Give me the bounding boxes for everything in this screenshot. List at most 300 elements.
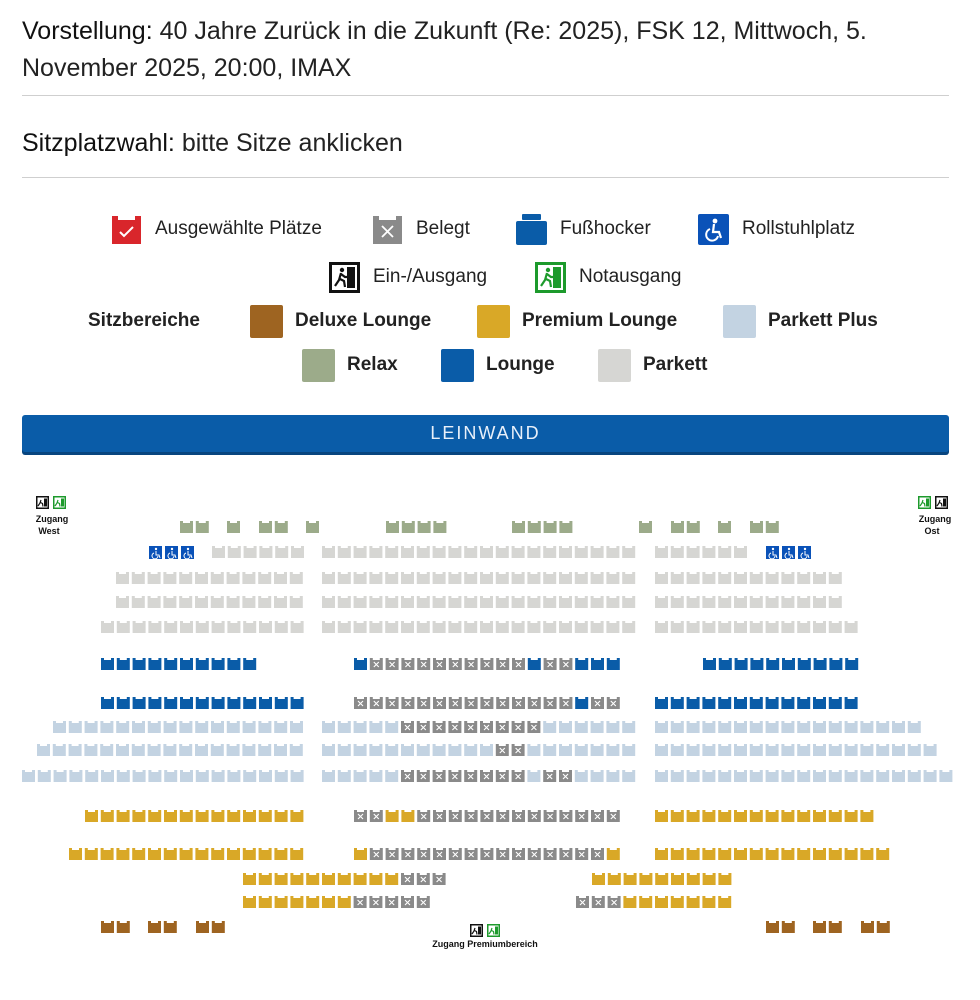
lounge-seat[interactable] bbox=[655, 697, 668, 709]
parkett-seat[interactable] bbox=[433, 621, 446, 633]
premium-lounge-seat[interactable] bbox=[148, 848, 161, 860]
relax-seat[interactable] bbox=[180, 521, 193, 533]
parkett-seat[interactable] bbox=[829, 572, 842, 584]
premium-lounge-seat[interactable] bbox=[306, 873, 319, 885]
parkett-seat[interactable] bbox=[559, 572, 572, 584]
parkett-seat[interactable] bbox=[464, 596, 477, 608]
lounge-seat[interactable] bbox=[212, 697, 225, 709]
parkett-seat[interactable] bbox=[766, 596, 779, 608]
wheelchair-seat[interactable] bbox=[181, 546, 194, 559]
premium-lounge-seat[interactable] bbox=[117, 810, 130, 822]
parkett-seat[interactable] bbox=[734, 546, 747, 558]
parkett-plus-seat[interactable] bbox=[860, 770, 873, 782]
parkett-seat[interactable] bbox=[195, 572, 208, 584]
lounge-seat[interactable] bbox=[607, 658, 620, 670]
parkett-plus-seat[interactable] bbox=[133, 770, 146, 782]
premium-lounge-seat[interactable] bbox=[259, 848, 272, 860]
parkett-seat[interactable] bbox=[797, 572, 810, 584]
parkett-plus-seat[interactable] bbox=[179, 744, 192, 756]
lounge-seat[interactable] bbox=[117, 697, 130, 709]
premium-lounge-seat[interactable] bbox=[813, 848, 826, 860]
parkett-seat[interactable] bbox=[575, 621, 588, 633]
premium-lounge-seat[interactable] bbox=[243, 848, 256, 860]
premium-lounge-seat[interactable] bbox=[132, 848, 145, 860]
premium-lounge-seat[interactable] bbox=[639, 873, 652, 885]
parkett-seat[interactable] bbox=[718, 546, 731, 558]
relax-seat[interactable] bbox=[766, 521, 779, 533]
parkett-plus-seat[interactable] bbox=[354, 744, 367, 756]
premium-lounge-seat[interactable] bbox=[290, 873, 303, 885]
parkett-plus-seat[interactable] bbox=[924, 770, 937, 782]
parkett-plus-seat[interactable] bbox=[148, 721, 161, 733]
wheelchair-seat[interactable] bbox=[766, 546, 779, 559]
premium-lounge-seat[interactable] bbox=[829, 810, 842, 822]
parkett-plus-seat[interactable] bbox=[860, 721, 873, 733]
parkett-plus-seat[interactable] bbox=[164, 721, 177, 733]
lounge-seat[interactable] bbox=[259, 697, 272, 709]
parkett-plus-seat[interactable] bbox=[69, 744, 82, 756]
parkett-seat[interactable] bbox=[655, 621, 668, 633]
premium-lounge-seat[interactable] bbox=[274, 848, 287, 860]
premium-lounge-seat[interactable] bbox=[243, 896, 256, 908]
premium-lounge-seat[interactable] bbox=[829, 848, 842, 860]
deluxe-lounge-seat[interactable] bbox=[164, 921, 177, 933]
parkett-plus-seat[interactable] bbox=[322, 744, 335, 756]
premium-lounge-seat[interactable] bbox=[655, 810, 668, 822]
premium-lounge-seat[interactable] bbox=[687, 896, 700, 908]
parkett-seat[interactable] bbox=[480, 621, 493, 633]
parkett-plus-seat[interactable] bbox=[163, 744, 176, 756]
parkett-seat[interactable] bbox=[417, 596, 430, 608]
parkett-seat[interactable] bbox=[480, 546, 493, 558]
parkett-seat[interactable] bbox=[274, 572, 287, 584]
lounge-seat[interactable] bbox=[227, 697, 240, 709]
parkett-seat[interactable] bbox=[718, 621, 731, 633]
parkett-seat[interactable] bbox=[527, 621, 540, 633]
parkett-seat[interactable] bbox=[766, 621, 779, 633]
parkett-seat[interactable] bbox=[433, 572, 446, 584]
parkett-seat[interactable] bbox=[401, 596, 414, 608]
premium-lounge-seat[interactable] bbox=[69, 848, 82, 860]
lounge-seat[interactable] bbox=[164, 658, 177, 670]
parkett-plus-seat[interactable] bbox=[892, 744, 905, 756]
parkett-plus-seat[interactable] bbox=[543, 744, 556, 756]
parkett-plus-seat[interactable] bbox=[354, 721, 367, 733]
parkett-seat[interactable] bbox=[559, 546, 572, 558]
relax-seat[interactable] bbox=[750, 521, 763, 533]
parkett-plus-seat[interactable] bbox=[37, 744, 50, 756]
parkett-seat[interactable] bbox=[496, 596, 509, 608]
premium-lounge-seat[interactable] bbox=[243, 810, 256, 822]
parkett-plus-seat[interactable] bbox=[559, 744, 572, 756]
premium-lounge-seat[interactable] bbox=[845, 848, 858, 860]
parkett-seat[interactable] bbox=[591, 621, 604, 633]
parkett-seat[interactable] bbox=[829, 621, 842, 633]
seat-grid[interactable] bbox=[22, 521, 952, 933]
wheelchair-seat[interactable] bbox=[149, 546, 162, 559]
parkett-seat[interactable] bbox=[132, 596, 145, 608]
parkett-plus-seat[interactable] bbox=[100, 744, 113, 756]
parkett-seat[interactable] bbox=[543, 621, 556, 633]
premium-lounge-seat[interactable] bbox=[148, 810, 161, 822]
premium-lounge-seat[interactable] bbox=[766, 810, 779, 822]
parkett-seat[interactable] bbox=[464, 621, 477, 633]
parkett-seat[interactable] bbox=[354, 596, 367, 608]
deluxe-lounge-seat[interactable] bbox=[782, 921, 795, 933]
parkett-seat[interactable] bbox=[671, 621, 684, 633]
parkett-plus-seat[interactable] bbox=[243, 770, 256, 782]
deluxe-lounge-seat[interactable] bbox=[861, 921, 874, 933]
lounge-seat[interactable] bbox=[798, 658, 811, 670]
parkett-seat[interactable] bbox=[496, 621, 509, 633]
premium-lounge-seat[interactable] bbox=[306, 896, 319, 908]
parkett-plus-seat[interactable] bbox=[766, 721, 779, 733]
lounge-seat[interactable] bbox=[750, 658, 763, 670]
relax-seat[interactable] bbox=[512, 521, 525, 533]
parkett-plus-seat[interactable] bbox=[702, 770, 715, 782]
parkett-plus-seat[interactable] bbox=[322, 721, 335, 733]
parkett-seat[interactable] bbox=[385, 621, 398, 633]
premium-lounge-seat[interactable] bbox=[876, 848, 889, 860]
parkett-seat[interactable] bbox=[227, 621, 240, 633]
premium-lounge-seat[interactable] bbox=[750, 848, 763, 860]
parkett-plus-seat[interactable] bbox=[258, 744, 271, 756]
parkett-seat[interactable] bbox=[291, 546, 304, 558]
parkett-seat[interactable] bbox=[385, 596, 398, 608]
parkett-plus-seat[interactable] bbox=[908, 744, 921, 756]
premium-lounge-seat[interactable] bbox=[227, 810, 240, 822]
parkett-plus-seat[interactable] bbox=[69, 770, 82, 782]
wheelchair-seat[interactable] bbox=[798, 546, 811, 559]
parkett-plus-seat[interactable] bbox=[671, 744, 684, 756]
parkett-seat[interactable] bbox=[148, 572, 161, 584]
parkett-plus-seat[interactable] bbox=[132, 721, 145, 733]
premium-lounge-seat[interactable] bbox=[401, 810, 414, 822]
premium-lounge-seat[interactable] bbox=[290, 810, 303, 822]
parkett-plus-seat[interactable] bbox=[195, 744, 208, 756]
parkett-plus-seat[interactable] bbox=[401, 744, 414, 756]
parkett-seat[interactable] bbox=[338, 596, 351, 608]
parkett-seat[interactable] bbox=[448, 596, 461, 608]
parkett-plus-seat[interactable] bbox=[275, 770, 288, 782]
parkett-plus-seat[interactable] bbox=[385, 744, 398, 756]
premium-lounge-seat[interactable] bbox=[813, 810, 826, 822]
parkett-plus-seat[interactable] bbox=[876, 744, 889, 756]
parkett-plus-seat[interactable] bbox=[369, 744, 382, 756]
lounge-seat[interactable] bbox=[291, 697, 304, 709]
parkett-seat[interactable] bbox=[401, 572, 414, 584]
parkett-plus-seat[interactable] bbox=[734, 744, 747, 756]
parkett-plus-seat[interactable] bbox=[148, 770, 161, 782]
parkett-plus-seat[interactable] bbox=[622, 721, 635, 733]
lounge-seat[interactable] bbox=[148, 697, 161, 709]
premium-lounge-seat[interactable] bbox=[607, 848, 620, 860]
parkett-seat[interactable] bbox=[718, 572, 731, 584]
premium-lounge-seat[interactable] bbox=[671, 873, 684, 885]
parkett-seat[interactable] bbox=[448, 621, 461, 633]
parkett-seat[interactable] bbox=[687, 596, 700, 608]
parkett-plus-seat[interactable] bbox=[575, 744, 588, 756]
lounge-seat[interactable] bbox=[813, 697, 826, 709]
parkett-plus-seat[interactable] bbox=[164, 770, 177, 782]
parkett-plus-seat[interactable] bbox=[671, 721, 684, 733]
premium-lounge-seat[interactable] bbox=[655, 896, 668, 908]
parkett-seat[interactable] bbox=[179, 596, 192, 608]
parkett-seat[interactable] bbox=[797, 596, 810, 608]
parkett-plus-seat[interactable] bbox=[53, 721, 66, 733]
parkett-seat[interactable] bbox=[290, 596, 303, 608]
parkett-seat[interactable] bbox=[512, 546, 525, 558]
parkett-seat[interactable] bbox=[464, 572, 477, 584]
parkett-plus-seat[interactable] bbox=[892, 770, 905, 782]
premium-lounge-seat[interactable] bbox=[734, 848, 747, 860]
relax-seat[interactable] bbox=[544, 521, 557, 533]
parkett-plus-seat[interactable] bbox=[781, 721, 794, 733]
lounge-seat[interactable] bbox=[101, 658, 114, 670]
premium-lounge-seat[interactable] bbox=[275, 873, 288, 885]
parkett-plus-seat[interactable] bbox=[939, 770, 952, 782]
parkett-seat[interactable] bbox=[148, 621, 161, 633]
deluxe-lounge-seat[interactable] bbox=[877, 921, 890, 933]
premium-lounge-seat[interactable] bbox=[322, 896, 335, 908]
parkett-plus-seat[interactable] bbox=[750, 744, 763, 756]
parkett-seat[interactable] bbox=[354, 572, 367, 584]
premium-lounge-seat[interactable] bbox=[734, 810, 747, 822]
premium-lounge-seat[interactable] bbox=[687, 848, 700, 860]
premium-lounge-seat[interactable] bbox=[354, 848, 367, 860]
premium-lounge-seat[interactable] bbox=[608, 873, 621, 885]
parkett-plus-seat[interactable] bbox=[813, 744, 826, 756]
parkett-seat[interactable] bbox=[591, 572, 604, 584]
parkett-seat[interactable] bbox=[606, 572, 619, 584]
premium-lounge-seat[interactable] bbox=[703, 873, 716, 885]
parkett-seat[interactable] bbox=[401, 621, 414, 633]
premium-lounge-seat[interactable] bbox=[797, 810, 810, 822]
premium-lounge-seat[interactable] bbox=[259, 873, 272, 885]
parkett-plus-seat[interactable] bbox=[813, 721, 826, 733]
relax-seat[interactable] bbox=[275, 521, 288, 533]
premium-lounge-seat[interactable] bbox=[322, 873, 335, 885]
deluxe-lounge-seat[interactable] bbox=[196, 921, 209, 933]
parkett-plus-seat[interactable] bbox=[100, 721, 113, 733]
parkett-plus-seat[interactable] bbox=[781, 770, 794, 782]
parkett-seat[interactable] bbox=[101, 621, 114, 633]
premium-lounge-seat[interactable] bbox=[702, 848, 715, 860]
relax-seat[interactable] bbox=[687, 521, 700, 533]
parkett-plus-seat[interactable] bbox=[69, 721, 82, 733]
parkett-seat[interactable] bbox=[734, 572, 747, 584]
relax-seat[interactable] bbox=[639, 521, 652, 533]
parkett-seat[interactable] bbox=[243, 621, 256, 633]
parkett-plus-seat[interactable] bbox=[655, 744, 668, 756]
parkett-seat[interactable] bbox=[702, 572, 715, 584]
relax-seat[interactable] bbox=[418, 521, 431, 533]
lounge-seat[interactable] bbox=[734, 697, 747, 709]
premium-lounge-seat[interactable] bbox=[275, 810, 288, 822]
parkett-seat[interactable] bbox=[718, 596, 731, 608]
parkett-plus-seat[interactable] bbox=[845, 744, 858, 756]
parkett-seat[interactable] bbox=[291, 621, 304, 633]
premium-lounge-seat[interactable] bbox=[369, 873, 382, 885]
parkett-seat[interactable] bbox=[702, 596, 715, 608]
premium-lounge-seat[interactable] bbox=[781, 810, 794, 822]
lounge-seat[interactable] bbox=[196, 697, 209, 709]
parkett-seat[interactable] bbox=[369, 572, 382, 584]
parkett-seat[interactable] bbox=[163, 572, 176, 584]
parkett-seat[interactable] bbox=[813, 572, 826, 584]
parkett-seat[interactable] bbox=[417, 572, 430, 584]
parkett-seat[interactable] bbox=[480, 572, 493, 584]
parkett-seat[interactable] bbox=[448, 572, 461, 584]
parkett-seat[interactable] bbox=[322, 572, 335, 584]
parkett-seat[interactable] bbox=[480, 596, 493, 608]
parkett-seat[interactable] bbox=[180, 621, 193, 633]
parkett-seat[interactable] bbox=[527, 596, 540, 608]
lounge-seat[interactable] bbox=[702, 697, 715, 709]
parkett-seat[interactable] bbox=[369, 546, 382, 558]
parkett-seat[interactable] bbox=[354, 621, 367, 633]
parkett-plus-seat[interactable] bbox=[354, 770, 367, 782]
parkett-seat[interactable] bbox=[766, 572, 779, 584]
parkett-plus-seat[interactable] bbox=[291, 770, 304, 782]
parkett-seat[interactable] bbox=[687, 546, 700, 558]
parkett-plus-seat[interactable] bbox=[274, 744, 287, 756]
parkett-plus-seat[interactable] bbox=[718, 744, 731, 756]
parkett-plus-seat[interactable] bbox=[718, 770, 731, 782]
parkett-plus-seat[interactable] bbox=[797, 721, 810, 733]
parkett-seat[interactable] bbox=[781, 621, 794, 633]
parkett-seat[interactable] bbox=[242, 596, 255, 608]
premium-lounge-seat[interactable] bbox=[164, 848, 177, 860]
lounge-seat[interactable] bbox=[196, 658, 209, 670]
parkett-plus-seat[interactable] bbox=[908, 721, 921, 733]
deluxe-lounge-seat[interactable] bbox=[117, 921, 130, 933]
parkett-seat[interactable] bbox=[417, 621, 430, 633]
parkett-seat[interactable] bbox=[244, 546, 257, 558]
parkett-plus-seat[interactable] bbox=[687, 721, 700, 733]
parkett-seat[interactable] bbox=[322, 546, 335, 558]
parkett-plus-seat[interactable] bbox=[797, 744, 810, 756]
parkett-plus-seat[interactable] bbox=[829, 744, 842, 756]
premium-lounge-seat[interactable] bbox=[592, 873, 605, 885]
parkett-seat[interactable] bbox=[322, 596, 335, 608]
parkett-plus-seat[interactable] bbox=[369, 770, 382, 782]
parkett-seat[interactable] bbox=[845, 621, 858, 633]
parkett-seat[interactable] bbox=[401, 546, 414, 558]
premium-lounge-seat[interactable] bbox=[702, 896, 715, 908]
parkett-seat[interactable] bbox=[622, 621, 635, 633]
parkett-plus-seat[interactable] bbox=[148, 744, 161, 756]
parkett-plus-seat[interactable] bbox=[527, 770, 540, 782]
parkett-seat[interactable] bbox=[369, 596, 382, 608]
parkett-seat[interactable] bbox=[338, 621, 351, 633]
parkett-seat[interactable] bbox=[813, 596, 826, 608]
premium-lounge-seat[interactable] bbox=[687, 873, 700, 885]
parkett-seat[interactable] bbox=[116, 572, 129, 584]
parkett-plus-seat[interactable] bbox=[671, 770, 684, 782]
lounge-seat[interactable] bbox=[781, 697, 794, 709]
premium-lounge-seat[interactable] bbox=[354, 873, 367, 885]
parkett-seat[interactable] bbox=[559, 596, 572, 608]
premium-lounge-seat[interactable] bbox=[687, 810, 700, 822]
parkett-plus-seat[interactable] bbox=[718, 721, 731, 733]
parkett-plus-seat[interactable] bbox=[274, 721, 287, 733]
parkett-plus-seat[interactable] bbox=[242, 744, 255, 756]
parkett-plus-seat[interactable] bbox=[702, 721, 715, 733]
parkett-plus-seat[interactable] bbox=[433, 744, 446, 756]
parkett-seat[interactable] bbox=[512, 621, 525, 633]
premium-lounge-seat[interactable] bbox=[259, 896, 272, 908]
lounge-seat[interactable] bbox=[180, 697, 193, 709]
parkett-plus-seat[interactable] bbox=[527, 744, 540, 756]
parkett-seat[interactable] bbox=[527, 572, 540, 584]
parkett-seat[interactable] bbox=[369, 621, 382, 633]
parkett-plus-seat[interactable] bbox=[734, 721, 747, 733]
wheelchair-seat[interactable] bbox=[782, 546, 795, 559]
parkett-plus-seat[interactable] bbox=[85, 721, 98, 733]
parkett-seat[interactable] bbox=[448, 546, 461, 558]
deluxe-lounge-seat[interactable] bbox=[148, 921, 161, 933]
parkett-seat[interactable] bbox=[385, 546, 398, 558]
premium-lounge-seat[interactable] bbox=[85, 848, 98, 860]
parkett-seat[interactable] bbox=[212, 546, 225, 558]
parkett-seat[interactable] bbox=[290, 572, 303, 584]
parkett-seat[interactable] bbox=[527, 546, 540, 558]
relax-seat[interactable] bbox=[306, 521, 319, 533]
parkett-plus-seat[interactable] bbox=[180, 770, 193, 782]
parkett-seat[interactable] bbox=[512, 596, 525, 608]
parkett-seat[interactable] bbox=[433, 546, 446, 558]
parkett-plus-seat[interactable] bbox=[845, 721, 858, 733]
premium-lounge-seat[interactable] bbox=[781, 848, 794, 860]
deluxe-lounge-seat[interactable] bbox=[829, 921, 842, 933]
parkett-plus-seat[interactable] bbox=[687, 744, 700, 756]
premium-lounge-seat[interactable] bbox=[211, 848, 224, 860]
parkett-plus-seat[interactable] bbox=[829, 721, 842, 733]
parkett-seat[interactable] bbox=[622, 572, 635, 584]
parkett-seat[interactable] bbox=[242, 572, 255, 584]
premium-lounge-seat[interactable] bbox=[623, 896, 636, 908]
relax-seat[interactable] bbox=[196, 521, 209, 533]
parkett-plus-seat[interactable] bbox=[750, 721, 763, 733]
parkett-plus-seat[interactable] bbox=[829, 770, 842, 782]
parkett-plus-seat[interactable] bbox=[797, 770, 810, 782]
parkett-plus-seat[interactable] bbox=[338, 770, 351, 782]
lounge-seat[interactable] bbox=[829, 658, 842, 670]
premium-lounge-seat[interactable] bbox=[211, 810, 224, 822]
parkett-plus-seat[interactable] bbox=[591, 744, 604, 756]
parkett-seat[interactable] bbox=[687, 621, 700, 633]
parkett-plus-seat[interactable] bbox=[243, 721, 256, 733]
parkett-seat[interactable] bbox=[655, 572, 668, 584]
parkett-plus-seat[interactable] bbox=[813, 770, 826, 782]
lounge-seat[interactable] bbox=[719, 658, 732, 670]
parkett-seat[interactable] bbox=[164, 621, 177, 633]
premium-lounge-seat[interactable] bbox=[718, 810, 731, 822]
parkett-seat[interactable] bbox=[543, 546, 556, 558]
premium-lounge-seat[interactable] bbox=[750, 810, 763, 822]
parkett-plus-seat[interactable] bbox=[876, 721, 889, 733]
lounge-seat[interactable] bbox=[718, 697, 731, 709]
parkett-plus-seat[interactable] bbox=[622, 744, 635, 756]
parkett-plus-seat[interactable] bbox=[290, 744, 303, 756]
parkett-plus-seat[interactable] bbox=[766, 744, 779, 756]
parkett-seat[interactable] bbox=[212, 621, 225, 633]
parkett-seat[interactable] bbox=[543, 572, 556, 584]
lounge-seat[interactable] bbox=[164, 697, 177, 709]
parkett-plus-seat[interactable] bbox=[101, 770, 114, 782]
premium-lounge-seat[interactable] bbox=[671, 848, 684, 860]
